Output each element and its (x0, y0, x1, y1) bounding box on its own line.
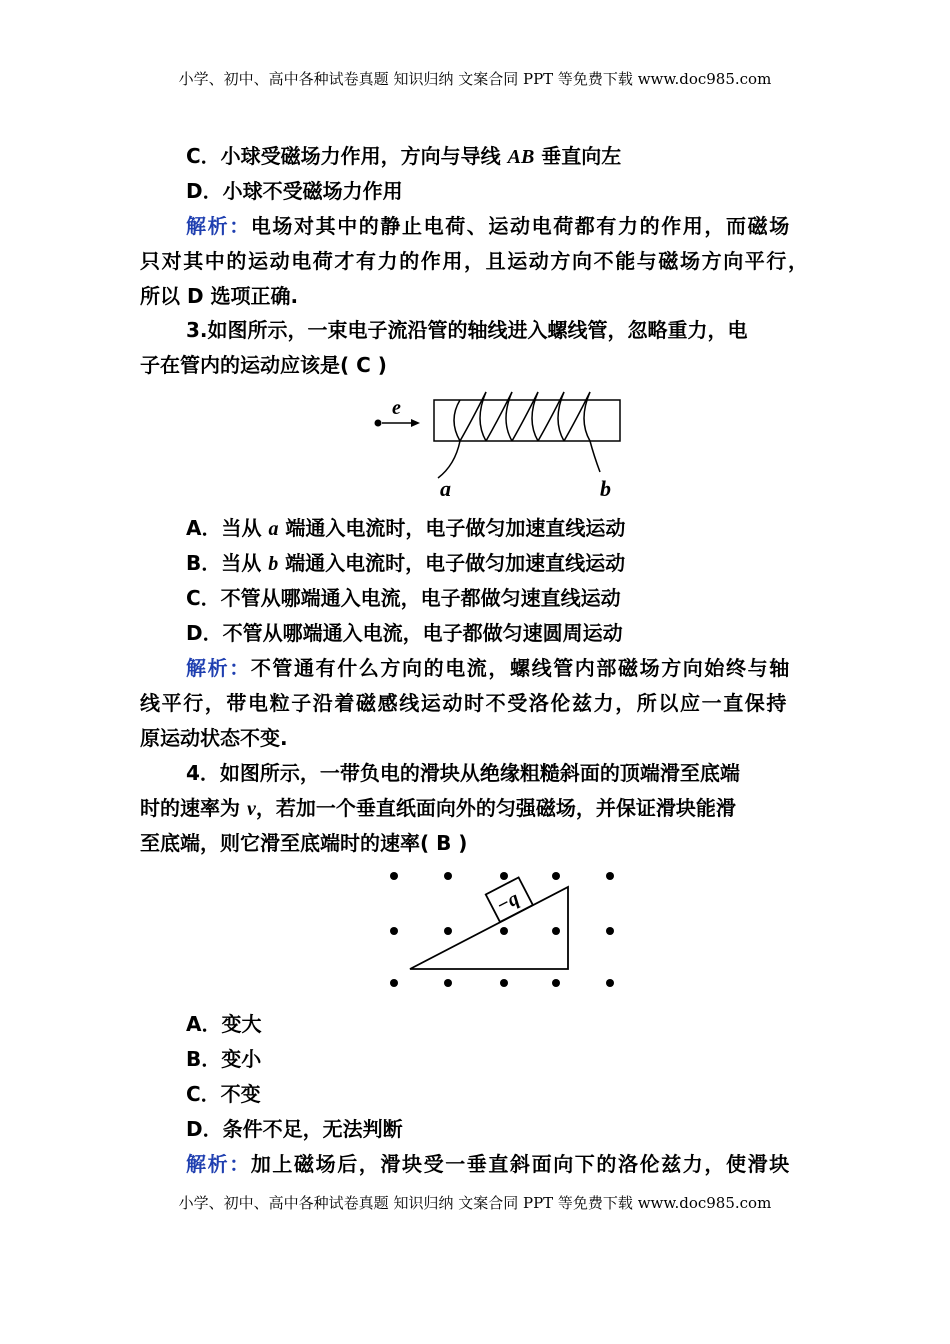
q4-stem-line-1: 4．如图所示，一带负电的滑块从绝缘粗糙斜面的顶端滑至底端 (186, 761, 740, 785)
page-footer: 小学、初中、高中各种试卷真题 知识归纳 文案合同 PPT 等免费下载 www.doc985.com (178, 1194, 772, 1212)
lead-b (590, 441, 600, 472)
q2-option-d: D．小球不受磁场力作用 (186, 179, 403, 203)
analysis-label: 解析： (186, 1152, 251, 1176)
q4-stem-line-3: 至底端，则它滑至底端时的速率( B ) (140, 831, 468, 855)
solenoid-tube (434, 400, 620, 441)
q2-option-c: C．小球受磁场力作用，方向与导线 AB 垂直向左 (186, 144, 622, 168)
q3-option-d: D．不管从哪端通入电流，电子都做匀速圆周运动 (186, 621, 623, 645)
page-header: 小学、初中、高中各种试卷真题 知识归纳 文案合同 PPT 等免费下载 www.doc985.com (178, 70, 772, 88)
q3-analysis-line-1: 解析：不管通有什么方向的电流，螺线管内部磁场方向始终与轴 (186, 656, 791, 680)
label-a: a (440, 476, 451, 501)
q4-analysis-line-1: 解析：加上磁场后，滑块受一垂直斜面向下的洛伦兹力，使滑块 (186, 1152, 791, 1176)
q3-stem-line-1: 3.如图所示，一束电子流沿管的轴线进入螺线管，忽略重力，电 (186, 318, 748, 342)
q3-stem-line-2: 子在管内的运动应该是( C ) (140, 353, 387, 377)
q3-option-b: B．当从 b 端通入电流时，电子做匀加速直线运动 (186, 551, 626, 575)
q4-stem-line-2: 时的速率为 v，若加一个垂直纸面向外的匀强磁场，并保证滑块能滑 (140, 796, 736, 820)
electron-dot (375, 420, 382, 427)
q4-option-d: D．条件不足，无法判断 (186, 1117, 403, 1141)
incline-figure (380, 862, 630, 997)
q3-option-c: C．不管从哪端通入电流，电子都做匀速直线运动 (186, 586, 621, 610)
q3-option-a: A．当从 a 端通入电流时，电子做匀加速直线运动 (186, 516, 626, 540)
q4-option-c: C．不变 (186, 1082, 261, 1106)
q2-analysis-line-3: 所以 D 选项正确. (140, 284, 299, 308)
q3-analysis-line-3: 原运动状态不变. (140, 726, 288, 750)
q2-analysis-line-1: 解析：电场对其中的静止电荷、运动电荷都有力的作用，而磁场 (186, 214, 791, 238)
q4-option-b: B．变小 (186, 1047, 262, 1071)
q3-analysis-line-2: 线平行，带电粒子沿着磁感线运动时不受洛伦兹力，所以应一直保持 (140, 691, 788, 715)
analysis-label: 解析： (186, 656, 251, 680)
q2-analysis-line-2: 只对其中的运动电荷才有力的作用，且运动方向不能与磁场方向平行， (140, 249, 810, 273)
analysis-label: 解析： (186, 214, 251, 238)
arrow-head (411, 419, 420, 427)
label-e: e (392, 397, 401, 419)
solenoid-figure (360, 390, 650, 505)
label-b: b (600, 476, 611, 501)
q4-option-a: A．变大 (186, 1012, 262, 1036)
label-charge: −q (492, 887, 523, 918)
lead-a (438, 441, 460, 478)
slider-block (486, 877, 533, 922)
